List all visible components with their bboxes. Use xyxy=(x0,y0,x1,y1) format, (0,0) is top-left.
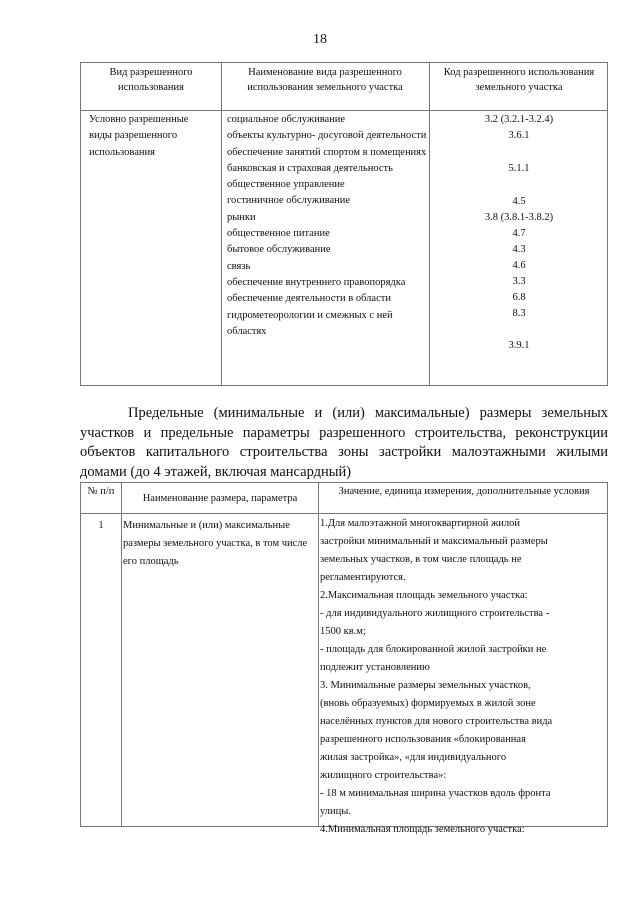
list-item: 3.2 (3.2.1-3.2.4) xyxy=(484,114,554,125)
value-line: подлежит установлению xyxy=(320,662,430,673)
value-line: застройки минимальный и максимальный размеры xyxy=(320,536,548,547)
value-line: жилищного строительства»: xyxy=(320,770,447,781)
column-header-value: Значение, единица измерения, дополнительные условия xyxy=(338,486,590,497)
section-paragraph: Предельные (минимальные и (или) максимальные) размеры земельных участков и предельные параметры разрешенного строительства, реконструкции объектов капитального строительства зоны застройки малоэтажными жилыми домами (до 4 этажей, включая мансардный) xyxy=(80,405,608,480)
list-item: социальное обслуживание xyxy=(227,114,346,125)
column-header-use-code: Код разрешенного использования земельного участка xyxy=(443,67,595,93)
page-number: 18 xyxy=(313,32,327,47)
table-divider xyxy=(81,513,607,514)
list-item: общественное питание xyxy=(227,228,330,240)
list-item: 4.6 xyxy=(512,260,526,271)
column-header-parameter: Наименование размера, параметра xyxy=(142,493,298,504)
parameter-value xyxy=(320,515,607,839)
table-divider xyxy=(81,110,607,111)
value-line: улицы. xyxy=(320,806,351,817)
list-item: объекты культурно- досуговой деятельности xyxy=(227,130,427,142)
table-divider xyxy=(221,63,222,385)
parameters-table xyxy=(80,482,608,835)
list-item: обеспечение внутреннего правопорядка xyxy=(227,276,406,288)
column-header-number: № п/п xyxy=(87,486,115,497)
list-item: 4.5 xyxy=(512,196,526,207)
value-line: 2.Максимальная площадь земельного участка: xyxy=(320,590,528,601)
list-item: 4.7 xyxy=(512,228,526,239)
value-line: - 18 м минимальная ширина участков вдоль фронта xyxy=(320,788,551,799)
value-line: земельных участков, в том числе площадь не xyxy=(320,554,522,565)
value-line: 1500 кв.м; xyxy=(320,626,366,637)
column-header-use-type: Вид разрешенного использования xyxy=(109,67,193,93)
parameter-name: Минимальные и (или) максимальные размеры земельного участка, в том числе его площадь xyxy=(123,520,308,567)
list-item: гостиничное обслуживание xyxy=(227,195,351,207)
list-item: обеспечение занятий спортом в помещениях xyxy=(227,146,427,158)
list-item: 3.6.1 xyxy=(508,130,530,141)
list-item: 4.3 xyxy=(512,244,526,255)
value-line: - площадь для блокированной жилой застройки не xyxy=(320,644,547,655)
list-item: рынки xyxy=(227,211,256,223)
value-line: - для индивидуального жилищного строительства - xyxy=(320,608,550,619)
list-item: 3.3 xyxy=(512,276,526,287)
table-divider xyxy=(429,63,430,385)
use-code-list xyxy=(433,112,605,354)
value-line: разрешенного использования «блокированная xyxy=(320,734,526,745)
table-divider xyxy=(318,483,319,826)
value-line: 4.Минимальная площадь земельного участка: xyxy=(320,824,525,835)
list-item: 6.8 xyxy=(512,292,526,303)
list-item: связь xyxy=(227,260,251,272)
list-item: 8.3 xyxy=(512,308,526,319)
column-header-use-name: Наименование вида разрешенного использования земельного участка xyxy=(247,67,403,93)
row-number: 1 xyxy=(98,520,104,531)
list-item: 3.8 (3.8.1-3.8.2) xyxy=(484,212,554,223)
use-group-label: Условно разрешенные виды разрешенного использования xyxy=(89,114,189,158)
list-item: 5.1.1 xyxy=(508,163,530,174)
list-item: 3.9.1 xyxy=(508,340,530,351)
use-name-list xyxy=(227,112,427,340)
value-line: 3. Минимальные размеры земельных участков, xyxy=(320,680,531,691)
value-line: населённых пунктов для нового строительства вида xyxy=(320,716,553,727)
value-line: жилая застройка», «для индивидуального xyxy=(320,752,507,763)
list-item: обеспечение деятельности в области гидрометеорологии и смежных с ней областях xyxy=(227,293,393,337)
list-item: банковская и страховая деятельность xyxy=(227,162,393,174)
list-item: бытовое обслуживание xyxy=(227,244,331,256)
table-divider xyxy=(121,483,122,826)
permitted-use-table xyxy=(80,62,608,386)
value-line: регламентируются. xyxy=(320,572,406,583)
value-line: (вновь образуемых) формируемых в жилой зоне xyxy=(320,698,536,709)
list-item: общественное управление xyxy=(227,179,345,191)
value-line: 1.Для малоэтажной многоквартирной жилой xyxy=(320,518,520,529)
